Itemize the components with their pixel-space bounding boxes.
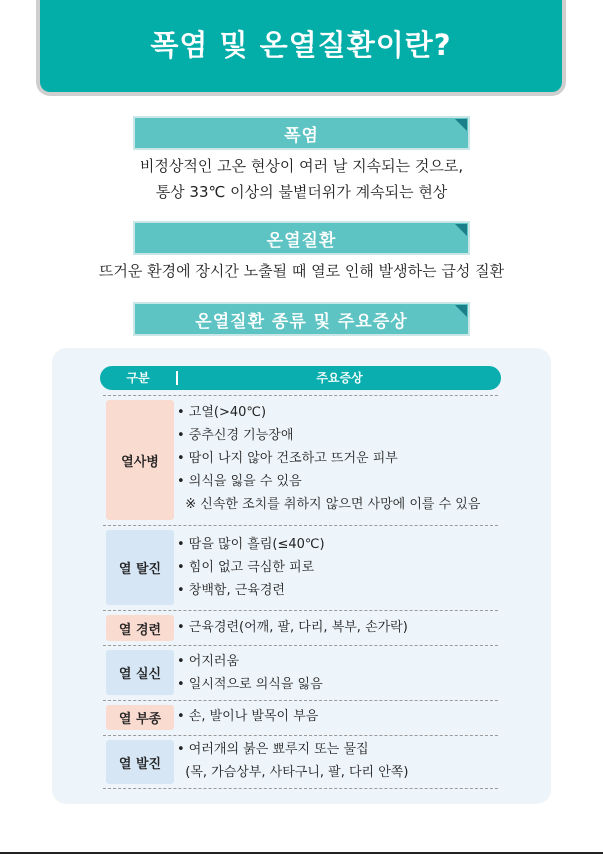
corner-fold-icon	[455, 119, 467, 131]
row-divider	[103, 645, 498, 646]
description-line: 뜨거운 환경에 장시간 노출될 때 열로 인해 발생하는 급성 질환	[98, 262, 505, 280]
symptom-item: • 일시적으로 의식을 잃음	[177, 677, 323, 692]
symptom-item: • 땀이 나지 않아 건조하고 뜨거운 피부	[177, 451, 398, 466]
symptom-item: • 여러개의 붉은 뾰루지 또는 물집	[177, 742, 369, 757]
symptom-list	[177, 616, 408, 639]
symptom-item: • 근육경련(어깨, 팔, 다리, 복부, 손가락)	[177, 620, 408, 635]
row-divider	[103, 735, 498, 736]
corner-fold-icon	[455, 224, 467, 236]
heatwave-description	[0, 153, 603, 205]
row-divider	[103, 788, 498, 789]
section-label-text: 폭염	[284, 125, 319, 146]
symptom-list	[177, 533, 325, 602]
symptom-item: • 의식을 잃을 수 있음	[177, 474, 302, 489]
table-header	[100, 366, 501, 390]
symptom-list	[177, 705, 318, 728]
section-label-heatwave	[133, 116, 470, 150]
header-category: 구분	[126, 371, 150, 385]
symptom-item: • 힘이 없고 극심한 피로	[177, 560, 315, 575]
category-heatstroke: 열사병	[106, 400, 174, 520]
category-heat-rash: 열 발진	[106, 740, 174, 784]
symptom-item: • 창백함, 근육경련	[177, 583, 285, 598]
symptom-list	[177, 401, 480, 516]
page-title: 폭염 및 온열질환이란?	[150, 27, 452, 62]
row-divider	[103, 610, 498, 611]
symptom-item: ※ 신속한 조치를 취하지 않으면 사망에 이를 수 있음	[177, 497, 481, 512]
page-header	[36, 0, 566, 96]
corner-fold-icon	[455, 305, 467, 317]
category-heat-cramps: 열 경련	[106, 615, 174, 641]
description-line: 통상 33℃ 이상의 불볕더위가 계속되는 현상	[155, 183, 448, 201]
row-divider	[103, 525, 498, 526]
symptom-item: • 고열(>40℃)	[177, 405, 267, 420]
section-label-text: 온열질환 종류 및 주요증상	[195, 311, 408, 332]
symptom-item: • 땀을 많이 흘림(≤40℃)	[177, 537, 325, 552]
symptom-item: • 손, 발이나 발목이 부음	[177, 709, 319, 724]
symptom-list	[177, 650, 323, 696]
heat-illness-description	[0, 258, 603, 284]
symptom-list	[177, 738, 408, 784]
category-heat-edema: 열 부종	[106, 705, 174, 730]
row-divider	[103, 395, 498, 396]
category-heat-exhaustion: 열 탈진	[106, 530, 174, 605]
symptom-item: • 중추신경 기능장애	[177, 428, 294, 443]
section-label-text: 온열질환	[266, 230, 337, 251]
header-symptoms: 주요증상	[316, 371, 363, 385]
category-heat-syncope: 열 실신	[106, 650, 174, 695]
symptom-item: • 어지러움	[177, 654, 240, 669]
section-label-types-symptoms	[133, 302, 470, 336]
section-label-heat-illness	[133, 221, 470, 255]
symptom-item: (목, 가슴상부, 사타구니, 팔, 다리 안쪽)	[177, 765, 409, 780]
description-line: 비정상적인 고온 현상이 여러 날 지속되는 것으로,	[139, 157, 464, 175]
row-divider	[103, 700, 498, 701]
